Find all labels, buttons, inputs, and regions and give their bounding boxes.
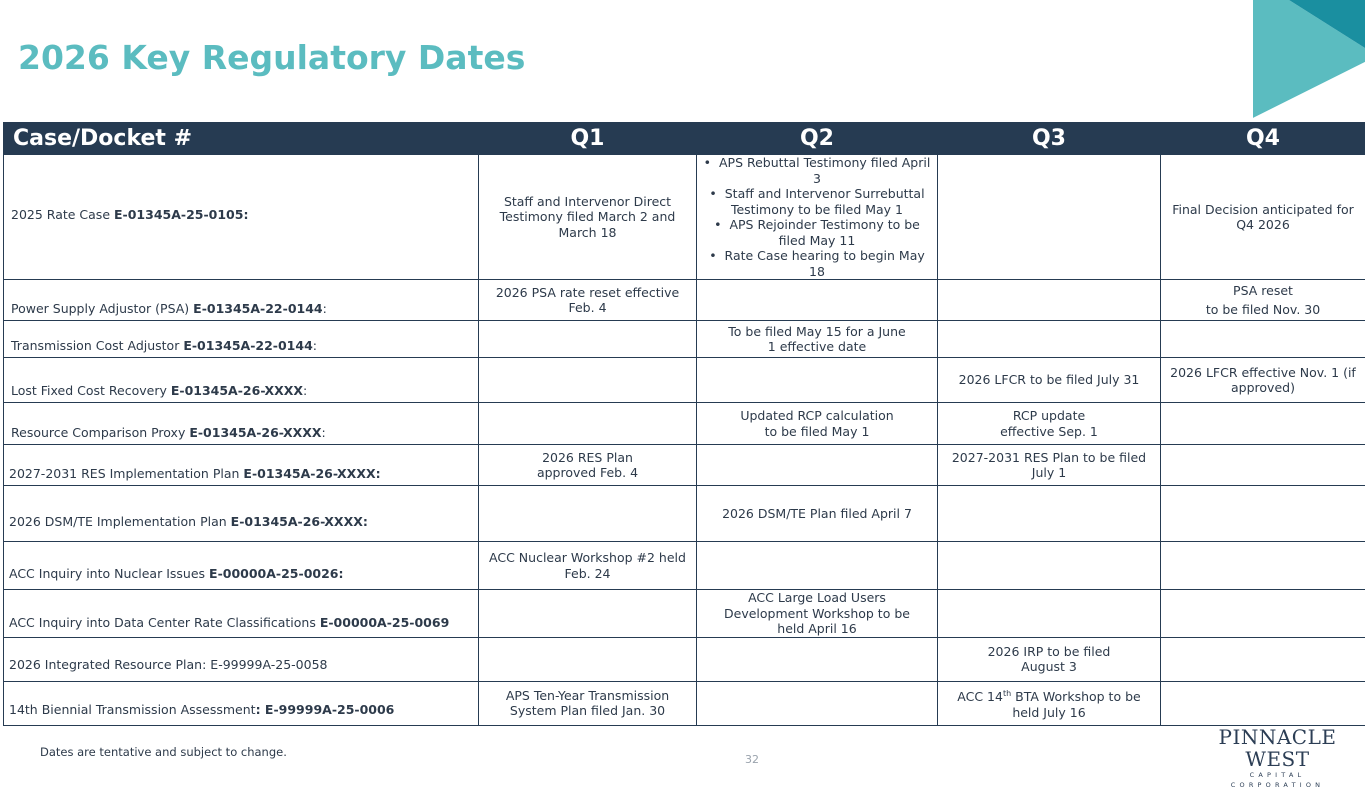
docket-number: : E-99999A-25-0006 <box>256 702 395 717</box>
q2-cell: ACC Large Load Users Development Workshop to be held April 16 <box>697 590 938 638</box>
case-cell <box>4 155 479 280</box>
case-cell <box>4 542 479 590</box>
footnote: Dates are tentative and subject to change. <box>40 745 287 759</box>
case-cell <box>4 445 479 486</box>
company-logo <box>1200 726 1355 790</box>
case-cell <box>4 280 479 321</box>
q1-cell: 2026 PSA rate reset effective Feb. 4 <box>479 280 697 321</box>
docket-number: E-01345A-26-XXXX <box>189 425 321 440</box>
q2-cell <box>697 445 938 486</box>
case-cell <box>4 681 479 725</box>
q1-cell <box>479 321 697 358</box>
docket-number: E-00000A-25-0069 <box>320 615 449 630</box>
page-number: 32 <box>745 753 759 766</box>
case-label: ACC Inquiry into Data Center Rate Classifications <box>9 615 320 630</box>
table-row <box>4 486 1365 542</box>
q4-cell <box>1161 637 1365 681</box>
case-cell <box>4 637 479 681</box>
q3-cell <box>938 681 1161 725</box>
q4-cell <box>1161 486 1365 542</box>
q1-cell: ACC Nuclear Workshop #2 held Feb. 24 <box>479 542 697 590</box>
q1-cell <box>479 358 697 403</box>
q1-cell <box>479 590 697 638</box>
q3-cell <box>938 280 1161 321</box>
q4-cell <box>1161 321 1365 358</box>
docket-number: E-00000A-25-0026: <box>209 566 343 581</box>
table-row <box>4 445 1365 486</box>
q2-cell <box>697 542 938 590</box>
q1-cell: APS Ten-Year Transmission System Plan filed Jan. 30 <box>479 681 697 725</box>
table-row <box>4 403 1365 445</box>
q4-cell: Final Decision anticipated for Q4 2026 <box>1161 155 1365 280</box>
case-cell <box>4 321 479 358</box>
q2-cell: Updated RCP calculation to be filed May 1 <box>697 403 938 445</box>
q2-cell <box>697 681 938 725</box>
case-cell <box>4 590 479 638</box>
q1-cell <box>479 403 697 445</box>
case-cell <box>4 358 479 403</box>
q3-cell <box>938 590 1161 638</box>
case-label: Lost Fixed Cost Recovery <box>11 383 171 398</box>
docket-number: E-01345A-26-XXXX: <box>231 514 368 529</box>
list-item: • APS Rebuttal Testimony filed April 3 <box>701 155 933 186</box>
q3-text-end: BTA Workshop to be held July 16 <box>1011 689 1141 720</box>
q4-cell <box>1161 590 1365 638</box>
q4-cell <box>1161 403 1365 445</box>
docket-number: E-01345A-22-0144 <box>193 301 322 316</box>
header-q1: Q1 <box>479 123 697 155</box>
case-label: 2026 DSM/TE Implementation Plan <box>9 514 231 529</box>
q4-cell <box>1161 542 1365 590</box>
q2-cell <box>697 637 938 681</box>
logo-name: PINNACLE WEST <box>1200 726 1355 770</box>
case-label: Transmission Cost Adjustor <box>11 338 183 353</box>
q3-cell <box>938 321 1161 358</box>
q1-cell <box>479 637 697 681</box>
q1-cell: Staff and Intervenor Direct Testimony filed March 2 and March 18 <box>479 155 697 280</box>
case-cell <box>4 486 479 542</box>
q4-cell <box>1161 445 1365 486</box>
case-label: 2027-2031 RES Implementation Plan <box>9 466 243 481</box>
logo-subtitle: CAPITAL CORPORATION <box>1200 770 1355 790</box>
case-label: 2026 Integrated Resource Plan: E-99999A-25-0058 <box>9 657 327 672</box>
table-header-row <box>4 123 1365 155</box>
docket-number: E-01345A-22-0144 <box>183 338 312 353</box>
list-item: • APS Rejoinder Testimony to be filed May 11 <box>701 217 933 248</box>
q2-cell <box>697 280 938 321</box>
table-row <box>4 590 1365 638</box>
table-row <box>4 321 1365 358</box>
q2-cell <box>697 155 938 280</box>
q2-cell: To be filed May 15 for a June 1 effective date <box>697 321 938 358</box>
q3-cell <box>938 542 1161 590</box>
case-suffix: : <box>303 383 307 398</box>
docket-number: E-01345A-26-XXXX: <box>243 466 380 481</box>
table-row <box>4 637 1365 681</box>
q4-cell <box>1161 280 1365 321</box>
q3-cell: RCP update effective Sep. 1 <box>938 403 1161 445</box>
header-q3: Q3 <box>938 123 1161 155</box>
docket-number: E-01345A-25-0105: <box>114 207 248 222</box>
case-label: 14th Biennial Transmission Assessment <box>9 702 256 717</box>
table-row <box>4 358 1365 403</box>
table-row <box>4 280 1365 321</box>
q2-cell <box>697 358 938 403</box>
corner-decoration <box>1253 0 1365 118</box>
q2-cell: 2026 DSM/TE Plan filed April 7 <box>697 486 938 542</box>
q1-cell: 2026 RES Plan approved Feb. 4 <box>479 445 697 486</box>
table-row <box>4 155 1365 280</box>
case-label: ACC Inquiry into Nuclear Issues <box>9 566 209 581</box>
q4-line-1: PSA reset <box>1165 283 1361 299</box>
header-q4: Q4 <box>1161 123 1365 155</box>
q3-cell: 2026 IRP to be filed August 3 <box>938 637 1161 681</box>
q4-line-2: to be filed Nov. 30 <box>1165 302 1361 318</box>
regulatory-dates-table <box>3 122 1365 726</box>
case-label: Power Supply Adjustor (PSA) <box>11 301 193 316</box>
q1-cell <box>479 486 697 542</box>
q3-cell: 2027-2031 RES Plan to be filed July 1 <box>938 445 1161 486</box>
q3-cell <box>938 155 1161 280</box>
case-label: 2025 Rate Case <box>11 207 114 222</box>
case-label: Resource Comparison Proxy <box>11 425 189 440</box>
q2-bullet-list <box>701 155 933 279</box>
page-title: 2026 Key Regulatory Dates <box>18 38 525 77</box>
docket-number: E-01345A-26-XXXX <box>171 383 303 398</box>
q3-text-start: ACC 14 <box>957 689 1003 704</box>
table-row <box>4 681 1365 725</box>
q4-cell <box>1161 681 1365 725</box>
case-suffix: : <box>323 301 327 316</box>
header-case-docket: Case/Docket # <box>4 123 479 155</box>
case-suffix: : <box>322 425 326 440</box>
case-suffix: : <box>313 338 317 353</box>
q3-cell: 2026 LFCR to be filed July 31 <box>938 358 1161 403</box>
q3-cell <box>938 486 1161 542</box>
list-item: • Staff and Intervenor Surrebuttal Testimony to be filed May 1 <box>701 186 933 217</box>
case-cell <box>4 403 479 445</box>
list-item: • Rate Case hearing to begin May 18 <box>701 248 933 279</box>
table-row <box>4 542 1365 590</box>
q4-cell: 2026 LFCR effective Nov. 1 (if approved) <box>1161 358 1365 403</box>
header-q2: Q2 <box>697 123 938 155</box>
q3-superscript: th <box>1003 689 1011 698</box>
